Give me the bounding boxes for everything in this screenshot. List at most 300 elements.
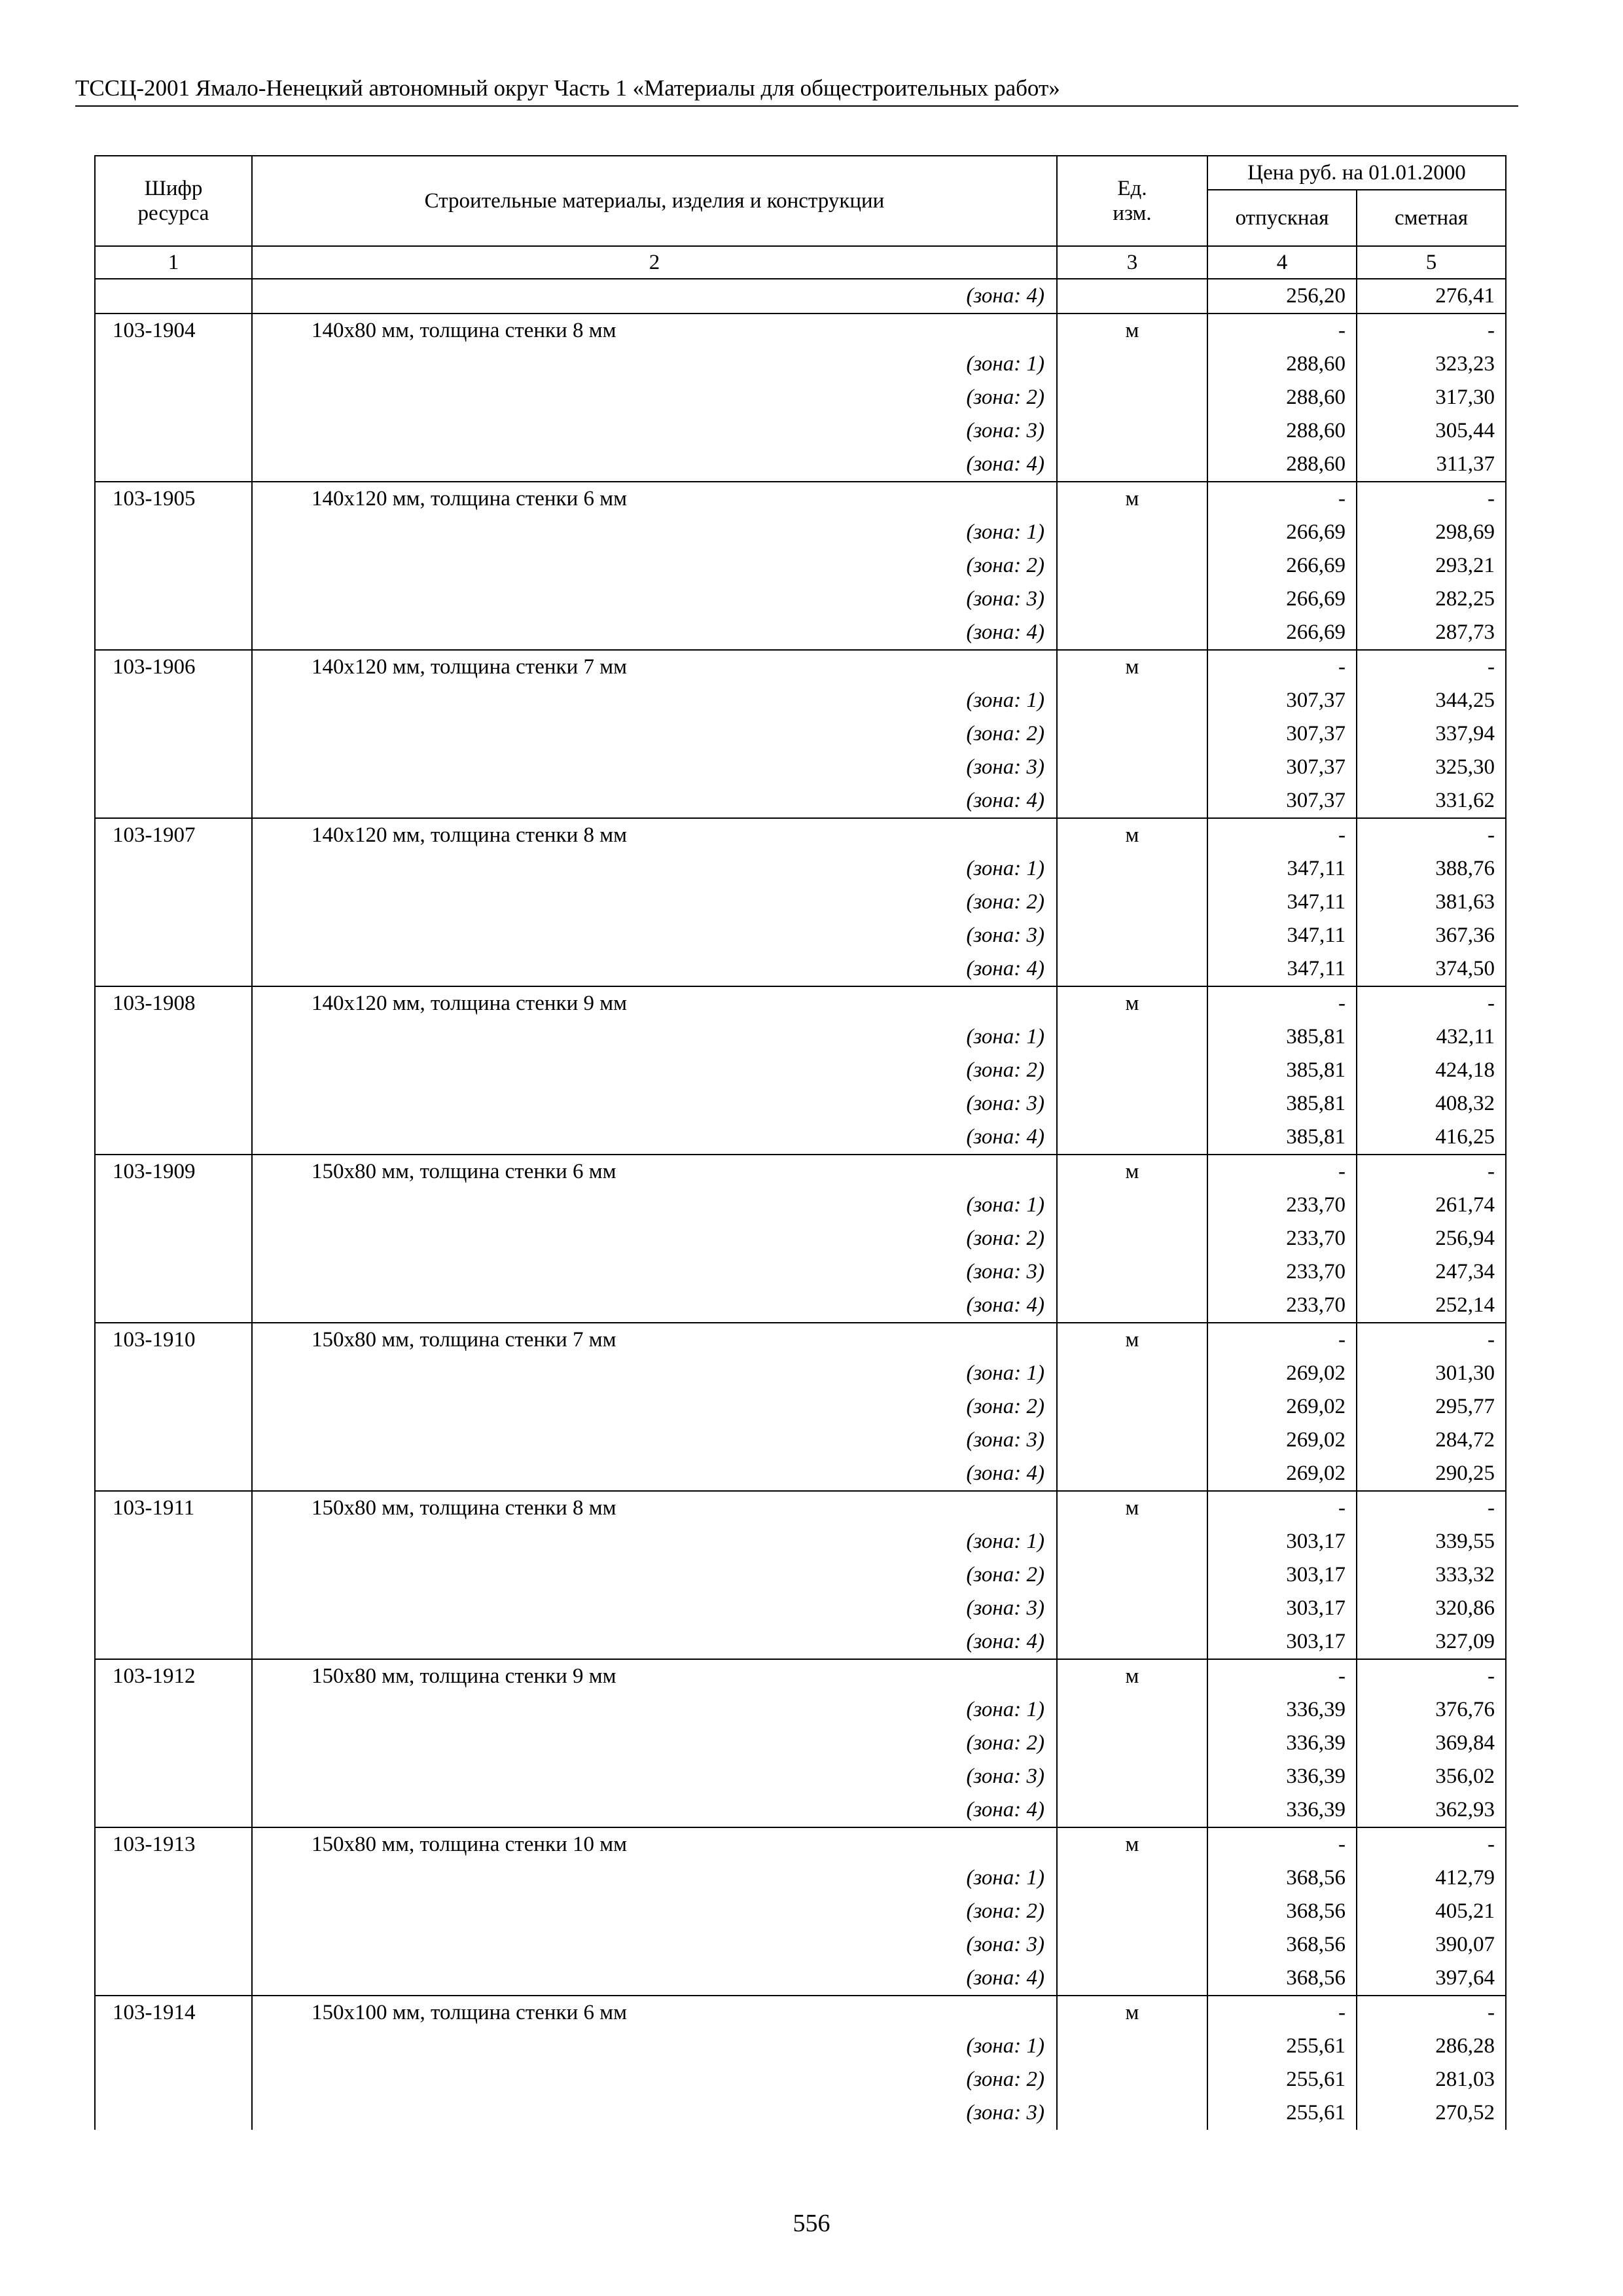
unit-cell: м bbox=[1057, 650, 1207, 684]
estimate-price-cell: - bbox=[1357, 650, 1506, 684]
unit-cell bbox=[1057, 583, 1207, 616]
release-price-cell: 307,37 bbox=[1207, 684, 1357, 717]
zone-row bbox=[95, 414, 1506, 448]
unit-cell bbox=[1057, 1020, 1207, 1054]
resource-code: 103-1911 bbox=[95, 1491, 252, 1525]
resource-code: 103-1913 bbox=[95, 1827, 252, 1861]
resource-code: 103-1904 bbox=[95, 314, 252, 348]
estimate-price-cell: 281,03 bbox=[1357, 2063, 1506, 2096]
release-price-cell: - bbox=[1207, 818, 1357, 852]
estimate-price-cell: 337,94 bbox=[1357, 717, 1506, 751]
zone-label: (зона: 4) bbox=[252, 1962, 1057, 1996]
resource-code: 103-1907 bbox=[95, 818, 252, 852]
release-price-cell: 385,81 bbox=[1207, 1020, 1357, 1054]
estimate-price-cell: - bbox=[1357, 1996, 1506, 2030]
release-price-cell: 269,02 bbox=[1207, 1424, 1357, 1457]
resource-code: 103-1912 bbox=[95, 1659, 252, 1693]
material-name: 140х120 мм, толщина стенки 8 мм bbox=[252, 818, 1057, 852]
release-price-cell: 385,81 bbox=[1207, 1121, 1357, 1155]
unit-cell bbox=[1057, 348, 1207, 381]
unit-cell bbox=[1057, 751, 1207, 784]
estimate-price-cell: 367,36 bbox=[1357, 919, 1506, 952]
zone-label: (зона: 3) bbox=[252, 1255, 1057, 1289]
zone-row bbox=[95, 919, 1506, 952]
code-cell bbox=[95, 1424, 252, 1457]
estimate-price-cell: 311,37 bbox=[1357, 448, 1506, 482]
release-price-cell: 288,60 bbox=[1207, 414, 1357, 448]
estimate-price-cell: 381,63 bbox=[1357, 886, 1506, 919]
price-table bbox=[94, 155, 1507, 2130]
zone-label: (зона: 1) bbox=[252, 348, 1057, 381]
zone-row bbox=[95, 1592, 1506, 1625]
code-cell bbox=[95, 751, 252, 784]
release-price-cell: 336,39 bbox=[1207, 1760, 1357, 1793]
estimate-price-cell: 305,44 bbox=[1357, 414, 1506, 448]
column-number: 2 bbox=[252, 246, 1057, 279]
estimate-price-cell: 276,41 bbox=[1357, 279, 1506, 314]
unit-cell bbox=[1057, 1054, 1207, 1087]
code-cell bbox=[95, 1861, 252, 1895]
zone-row bbox=[95, 1289, 1506, 1323]
unit-cell bbox=[1057, 1424, 1207, 1457]
unit-cell bbox=[1057, 1928, 1207, 1962]
table-row bbox=[95, 1491, 1506, 1525]
page-header-title: ТССЦ-2001 Ямало-Ненецкий автономный округ Часть 1 «Материалы для общестроительных работ» bbox=[75, 75, 1060, 101]
estimate-price-cell: 282,25 bbox=[1357, 583, 1506, 616]
zone-label: (зона: 2) bbox=[252, 549, 1057, 583]
table-row bbox=[95, 650, 1506, 684]
resource-code: 103-1914 bbox=[95, 1996, 252, 2030]
code-cell bbox=[95, 2030, 252, 2063]
estimate-price-cell: 301,30 bbox=[1357, 1357, 1506, 1390]
zone-label: (зона: 2) bbox=[252, 717, 1057, 751]
estimate-price-cell: - bbox=[1357, 1323, 1506, 1357]
release-price-cell: 303,17 bbox=[1207, 1592, 1357, 1625]
release-price-cell: 233,70 bbox=[1207, 1222, 1357, 1255]
release-price-cell: 307,37 bbox=[1207, 751, 1357, 784]
zone-row bbox=[95, 751, 1506, 784]
release-price-cell: 266,69 bbox=[1207, 516, 1357, 549]
zone-label: (зона: 4) bbox=[252, 952, 1057, 986]
release-price-cell: 368,56 bbox=[1207, 1861, 1357, 1895]
unit-cell: м bbox=[1057, 1659, 1207, 1693]
code-cell bbox=[95, 886, 252, 919]
unit-cell: м bbox=[1057, 314, 1207, 348]
estimate-price-cell: 331,62 bbox=[1357, 784, 1506, 818]
unit-cell bbox=[1057, 2063, 1207, 2096]
column-number: 5 bbox=[1357, 246, 1506, 279]
code-cell bbox=[95, 1525, 252, 1558]
estimate-price-cell: - bbox=[1357, 1659, 1506, 1693]
release-price-cell: 233,70 bbox=[1207, 1255, 1357, 1289]
code-cell bbox=[95, 448, 252, 482]
code-cell bbox=[95, 784, 252, 818]
column-header-estimate: сметная bbox=[1357, 190, 1506, 246]
release-price-cell: - bbox=[1207, 650, 1357, 684]
zone-label: (зона: 3) bbox=[252, 1424, 1057, 1457]
zone-label: (зона: 3) bbox=[252, 919, 1057, 952]
unit-cell bbox=[1057, 1962, 1207, 1996]
zone-label: (зона: 4) bbox=[252, 1457, 1057, 1491]
unit-cell bbox=[1057, 616, 1207, 650]
zone-label: (зона: 4) bbox=[252, 448, 1057, 482]
estimate-price-cell: - bbox=[1357, 1155, 1506, 1189]
zone-row bbox=[95, 1525, 1506, 1558]
code-cell bbox=[95, 381, 252, 414]
zone-row bbox=[95, 348, 1506, 381]
code-cell bbox=[95, 1087, 252, 1121]
unit-cell bbox=[1057, 1592, 1207, 1625]
estimate-price-cell: 362,93 bbox=[1357, 1793, 1506, 1827]
unit-cell bbox=[1057, 381, 1207, 414]
code-cell bbox=[95, 1121, 252, 1155]
column-header-name: Строительные материалы, изделия и конструкции bbox=[252, 156, 1057, 246]
estimate-price-cell: 339,55 bbox=[1357, 1525, 1506, 1558]
zone-row bbox=[95, 1357, 1506, 1390]
code-cell bbox=[95, 1222, 252, 1255]
estimate-price-cell: 369,84 bbox=[1357, 1727, 1506, 1760]
release-price-cell: 269,02 bbox=[1207, 1457, 1357, 1491]
code-cell bbox=[95, 1962, 252, 1996]
release-price-cell: 368,56 bbox=[1207, 1895, 1357, 1928]
column-number: 4 bbox=[1207, 246, 1357, 279]
estimate-price-cell: 320,86 bbox=[1357, 1592, 1506, 1625]
unit-cell bbox=[1057, 1727, 1207, 1760]
zone-row bbox=[95, 2030, 1506, 2063]
release-price-cell: - bbox=[1207, 1491, 1357, 1525]
unit-cell bbox=[1057, 1087, 1207, 1121]
table-row bbox=[95, 986, 1506, 1020]
estimate-price-cell: 287,73 bbox=[1357, 616, 1506, 650]
code-cell bbox=[95, 279, 252, 314]
zone-label: (зона: 2) bbox=[252, 1222, 1057, 1255]
header-divider bbox=[75, 105, 1518, 107]
zone-row bbox=[95, 1895, 1506, 1928]
unit-cell bbox=[1057, 1760, 1207, 1793]
release-price-cell: - bbox=[1207, 314, 1357, 348]
estimate-price-cell: 405,21 bbox=[1357, 1895, 1506, 1928]
release-price-cell: 255,61 bbox=[1207, 2030, 1357, 2063]
column-header-release: отпускная bbox=[1207, 190, 1357, 246]
estimate-price-cell: 325,30 bbox=[1357, 751, 1506, 784]
code-cell bbox=[95, 348, 252, 381]
column-number: 1 bbox=[95, 246, 252, 279]
estimate-price-cell: 247,34 bbox=[1357, 1255, 1506, 1289]
table-row bbox=[95, 482, 1506, 516]
zone-row bbox=[95, 1390, 1506, 1424]
unit-cell bbox=[1057, 414, 1207, 448]
estimate-price-cell: 284,72 bbox=[1357, 1424, 1506, 1457]
zone-label: (зона: 3) bbox=[252, 1592, 1057, 1625]
code-cell bbox=[95, 684, 252, 717]
estimate-price-cell: 376,76 bbox=[1357, 1693, 1506, 1727]
table-row bbox=[95, 1323, 1506, 1357]
unit-cell bbox=[1057, 1189, 1207, 1222]
zone-label: (зона: 1) bbox=[252, 1861, 1057, 1895]
zone-label: (зона: 2) bbox=[252, 2063, 1057, 2096]
zone-label: (зона: 3) bbox=[252, 1928, 1057, 1962]
release-price-cell: - bbox=[1207, 1827, 1357, 1861]
code-cell bbox=[95, 2096, 252, 2130]
zone-row bbox=[95, 1558, 1506, 1592]
material-name: 140х80 мм, толщина стенки 8 мм bbox=[252, 314, 1057, 348]
zone-label: (зона: 4) bbox=[252, 784, 1057, 818]
release-price-cell: 269,02 bbox=[1207, 1390, 1357, 1424]
resource-code: 103-1906 bbox=[95, 650, 252, 684]
release-price-cell: 336,39 bbox=[1207, 1793, 1357, 1827]
release-price-cell: 303,17 bbox=[1207, 1558, 1357, 1592]
material-name: 150х80 мм, толщина стенки 10 мм bbox=[252, 1827, 1057, 1861]
material-name: 140х120 мм, толщина стенки 6 мм bbox=[252, 482, 1057, 516]
unit-cell bbox=[1057, 1693, 1207, 1727]
zone-row bbox=[95, 1793, 1506, 1827]
code-cell bbox=[95, 919, 252, 952]
release-price-cell: - bbox=[1207, 1659, 1357, 1693]
resource-code: 103-1909 bbox=[95, 1155, 252, 1189]
zone-row bbox=[95, 1693, 1506, 1727]
zone-label: (зона: 2) bbox=[252, 1390, 1057, 1424]
estimate-price-cell: 390,07 bbox=[1357, 1928, 1506, 1962]
estimate-price-cell: 412,79 bbox=[1357, 1861, 1506, 1895]
zone-row bbox=[95, 583, 1506, 616]
release-price-cell: 347,11 bbox=[1207, 952, 1357, 986]
zone-label: (зона: 3) bbox=[252, 2096, 1057, 2130]
release-price-cell: 336,39 bbox=[1207, 1727, 1357, 1760]
zone-label: (зона: 3) bbox=[252, 1087, 1057, 1121]
carry-over-row bbox=[95, 279, 1506, 314]
zone-row bbox=[95, 717, 1506, 751]
estimate-price-cell: 252,14 bbox=[1357, 1289, 1506, 1323]
material-name: 150х80 мм, толщина стенки 7 мм bbox=[252, 1323, 1057, 1357]
column-number: 3 bbox=[1057, 246, 1207, 279]
estimate-price-cell: - bbox=[1357, 1491, 1506, 1525]
release-price-cell: 385,81 bbox=[1207, 1087, 1357, 1121]
estimate-price-cell: 293,21 bbox=[1357, 549, 1506, 583]
estimate-price-cell: - bbox=[1357, 818, 1506, 852]
zone-row bbox=[95, 1861, 1506, 1895]
resource-code: 103-1910 bbox=[95, 1323, 252, 1357]
code-cell bbox=[95, 1625, 252, 1659]
zone-row bbox=[95, 784, 1506, 818]
estimate-price-cell: - bbox=[1357, 986, 1506, 1020]
zone-row bbox=[95, 1121, 1506, 1155]
zone-row bbox=[95, 1962, 1506, 1996]
unit-cell bbox=[1057, 1357, 1207, 1390]
release-price-cell: 269,02 bbox=[1207, 1357, 1357, 1390]
code-cell bbox=[95, 1289, 252, 1323]
release-price-cell: 288,60 bbox=[1207, 381, 1357, 414]
unit-cell: м bbox=[1057, 482, 1207, 516]
release-price-cell: 307,37 bbox=[1207, 784, 1357, 818]
zone-label: (зона: 3) bbox=[252, 583, 1057, 616]
zone-row bbox=[95, 852, 1506, 886]
unit-cell bbox=[1057, 448, 1207, 482]
column-header-code: Шифр ресурса bbox=[95, 156, 252, 246]
release-price-cell: 303,17 bbox=[1207, 1625, 1357, 1659]
material-name: 150х80 мм, толщина стенки 8 мм bbox=[252, 1491, 1057, 1525]
zone-label: (зона: 1) bbox=[252, 1189, 1057, 1222]
zone-label: (зона: 2) bbox=[252, 1054, 1057, 1087]
estimate-price-cell: - bbox=[1357, 482, 1506, 516]
zone-row bbox=[95, 1760, 1506, 1793]
zone-row bbox=[95, 448, 1506, 482]
estimate-price-cell: 374,50 bbox=[1357, 952, 1506, 986]
release-price-cell: 266,69 bbox=[1207, 583, 1357, 616]
code-cell bbox=[95, 952, 252, 986]
zone-label: (зона: 2) bbox=[252, 381, 1057, 414]
release-price-cell: 255,61 bbox=[1207, 2096, 1357, 2130]
code-cell bbox=[95, 516, 252, 549]
zone-row bbox=[95, 1424, 1506, 1457]
zone-row bbox=[95, 684, 1506, 717]
unit-cell bbox=[1057, 1793, 1207, 1827]
unit-cell bbox=[1057, 1558, 1207, 1592]
release-price-cell: 385,81 bbox=[1207, 1054, 1357, 1087]
release-price-cell: 347,11 bbox=[1207, 852, 1357, 886]
unit-cell bbox=[1057, 2096, 1207, 2130]
estimate-price-cell: 286,28 bbox=[1357, 2030, 1506, 2063]
zone-row bbox=[95, 952, 1506, 986]
estimate-price-cell: 388,76 bbox=[1357, 852, 1506, 886]
estimate-price-cell: 424,18 bbox=[1357, 1054, 1506, 1087]
code-cell bbox=[95, 1189, 252, 1222]
unit-cell bbox=[1057, 717, 1207, 751]
estimate-price-cell: 270,52 bbox=[1357, 2096, 1506, 2130]
code-cell bbox=[95, 1760, 252, 1793]
material-name: 140х120 мм, толщина стенки 7 мм bbox=[252, 650, 1057, 684]
estimate-price-cell: 408,32 bbox=[1357, 1087, 1506, 1121]
estimate-price-cell: 397,64 bbox=[1357, 1962, 1506, 1996]
zone-label: (зона: 4) bbox=[252, 1793, 1057, 1827]
material-name: 150х80 мм, толщина стенки 6 мм bbox=[252, 1155, 1057, 1189]
resource-code: 103-1908 bbox=[95, 986, 252, 1020]
release-price-cell: 288,60 bbox=[1207, 348, 1357, 381]
estimate-price-cell: 290,25 bbox=[1357, 1457, 1506, 1491]
code-cell bbox=[95, 1020, 252, 1054]
table-header bbox=[95, 156, 1506, 279]
unit-cell bbox=[1057, 1255, 1207, 1289]
unit-cell: м bbox=[1057, 818, 1207, 852]
estimate-price-cell: 256,94 bbox=[1357, 1222, 1506, 1255]
zone-row bbox=[95, 1189, 1506, 1222]
unit-cell bbox=[1057, 919, 1207, 952]
unit-cell: м bbox=[1057, 1827, 1207, 1861]
zone-label: (зона: 1) bbox=[252, 1020, 1057, 1054]
release-price-cell: 233,70 bbox=[1207, 1189, 1357, 1222]
zone-row bbox=[95, 1087, 1506, 1121]
zone-label: (зона: 4) bbox=[252, 1289, 1057, 1323]
code-cell bbox=[95, 1357, 252, 1390]
unit-cell bbox=[1057, 684, 1207, 717]
estimate-price-cell: 333,32 bbox=[1357, 1558, 1506, 1592]
zone-row bbox=[95, 2063, 1506, 2096]
zone-label: (зона: 4) bbox=[252, 1625, 1057, 1659]
release-price-cell: - bbox=[1207, 482, 1357, 516]
unit-cell bbox=[1057, 1222, 1207, 1255]
estimate-price-cell: 327,09 bbox=[1357, 1625, 1506, 1659]
code-cell bbox=[95, 1727, 252, 1760]
zone-row bbox=[95, 616, 1506, 650]
code-cell bbox=[95, 1457, 252, 1491]
zone-row bbox=[95, 516, 1506, 549]
unit-cell bbox=[1057, 549, 1207, 583]
unit-cell bbox=[1057, 1895, 1207, 1928]
code-cell bbox=[95, 2063, 252, 2096]
column-header-unit: Ед. изм. bbox=[1057, 156, 1207, 246]
zone-row bbox=[95, 1727, 1506, 1760]
unit-cell bbox=[1057, 1457, 1207, 1491]
zone-label: (зона: 1) bbox=[252, 2030, 1057, 2063]
estimate-price-cell: - bbox=[1357, 1827, 1506, 1861]
unit-cell: м bbox=[1057, 986, 1207, 1020]
code-cell bbox=[95, 1592, 252, 1625]
material-name: 150х80 мм, толщина стенки 9 мм bbox=[252, 1659, 1057, 1693]
unit-cell bbox=[1057, 2030, 1207, 2063]
code-cell bbox=[95, 1390, 252, 1424]
table-row bbox=[95, 314, 1506, 348]
table-body bbox=[95, 279, 1506, 2130]
unit-cell bbox=[1057, 1525, 1207, 1558]
zone-label: (зона: 4) bbox=[252, 279, 1057, 314]
code-cell bbox=[95, 1054, 252, 1087]
table-row bbox=[95, 1659, 1506, 1693]
unit-cell bbox=[1057, 784, 1207, 818]
unit-cell bbox=[1057, 516, 1207, 549]
release-price-cell: 336,39 bbox=[1207, 1693, 1357, 1727]
unit-cell bbox=[1057, 886, 1207, 919]
estimate-price-cell: 356,02 bbox=[1357, 1760, 1506, 1793]
release-price-cell: 347,11 bbox=[1207, 919, 1357, 952]
code-cell bbox=[95, 1558, 252, 1592]
zone-row bbox=[95, 1457, 1506, 1491]
unit-cell bbox=[1057, 1625, 1207, 1659]
release-price-cell: 307,37 bbox=[1207, 717, 1357, 751]
release-price-cell: 266,69 bbox=[1207, 549, 1357, 583]
estimate-price-cell: - bbox=[1357, 314, 1506, 348]
code-cell bbox=[95, 1928, 252, 1962]
unit-cell bbox=[1057, 1121, 1207, 1155]
unit-cell bbox=[1057, 852, 1207, 886]
release-price-cell: - bbox=[1207, 1323, 1357, 1357]
column-header-price-group: Цена руб. на 01.01.2000 bbox=[1207, 156, 1506, 190]
release-price-cell: 256,20 bbox=[1207, 279, 1357, 314]
material-name: 140х120 мм, толщина стенки 9 мм bbox=[252, 986, 1057, 1020]
zone-row bbox=[95, 1625, 1506, 1659]
release-price-cell: - bbox=[1207, 1996, 1357, 2030]
code-cell bbox=[95, 717, 252, 751]
estimate-price-cell: 344,25 bbox=[1357, 684, 1506, 717]
release-price-cell: 266,69 bbox=[1207, 616, 1357, 650]
zone-label: (зона: 2) bbox=[252, 886, 1057, 919]
estimate-price-cell: 298,69 bbox=[1357, 516, 1506, 549]
release-price-cell: - bbox=[1207, 1155, 1357, 1189]
page-number: 556 bbox=[793, 2210, 830, 2237]
zone-label: (зона: 2) bbox=[252, 1558, 1057, 1592]
release-price-cell: 347,11 bbox=[1207, 886, 1357, 919]
code-cell bbox=[95, 1693, 252, 1727]
zone-label: (зона: 1) bbox=[252, 1357, 1057, 1390]
zone-row bbox=[95, 1928, 1506, 1962]
release-price-cell: 288,60 bbox=[1207, 448, 1357, 482]
table-row bbox=[95, 1996, 1506, 2030]
unit-cell bbox=[1057, 279, 1207, 314]
zone-row bbox=[95, 2096, 1506, 2130]
material-name: 150х100 мм, толщина стенки 6 мм bbox=[252, 1996, 1057, 2030]
unit-cell bbox=[1057, 1289, 1207, 1323]
zone-row bbox=[95, 549, 1506, 583]
zone-row bbox=[95, 1255, 1506, 1289]
zone-label: (зона: 1) bbox=[252, 684, 1057, 717]
